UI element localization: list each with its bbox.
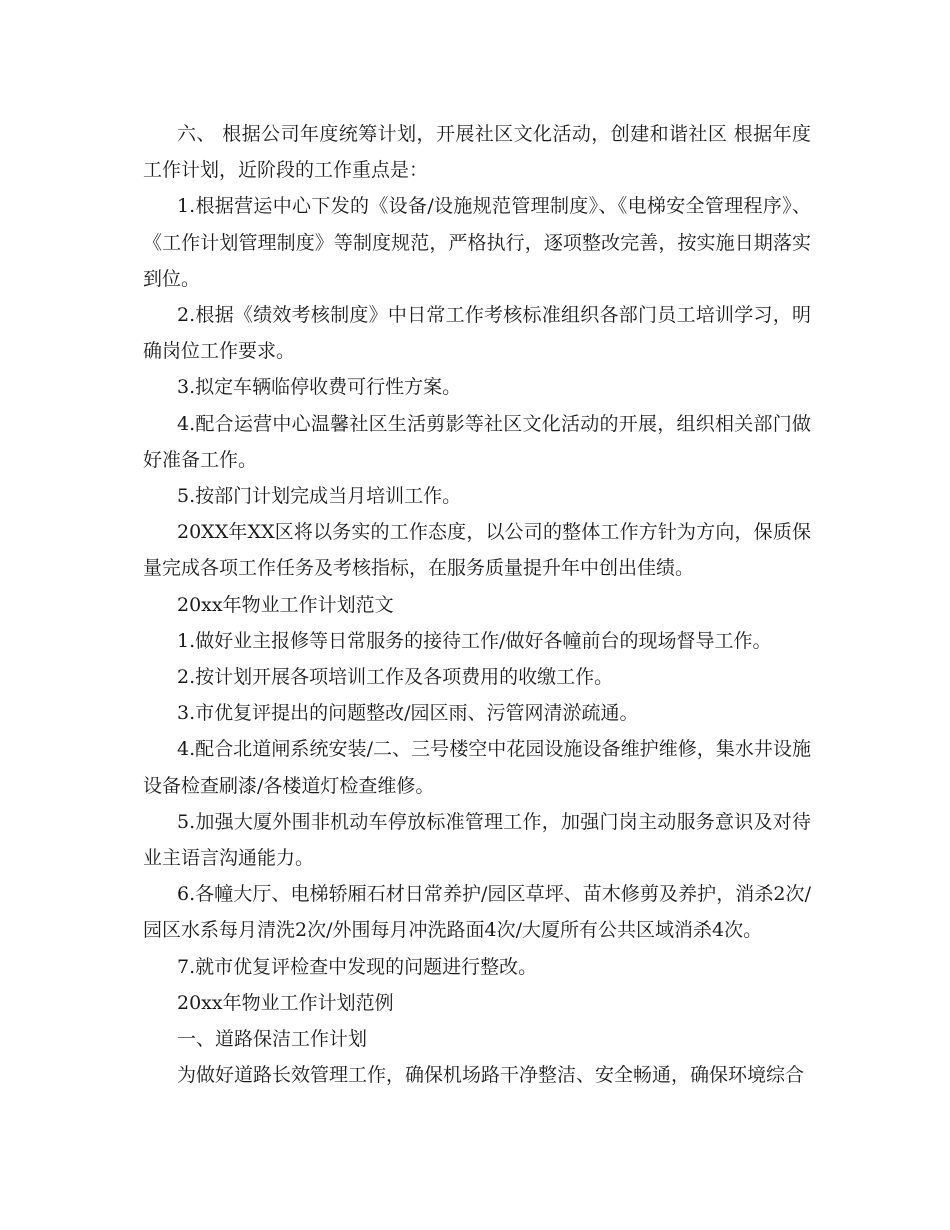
paragraph-sample-item-2: 2.按计划开展各项培训工作及各项费用的收缴工作。 [177,666,614,689]
paragraph-sample-item-6: 6.各幢大厅、电梯轿厢石材日常养护/园区草坪、苗木修剪及养护，消杀2次/园区水系每月清洗2次/外围每月冲洗路面4次/大厦所有公共区域消杀4次。 [143,883,811,942]
document-body [143,116,811,1093]
heading-plan-sample: 20xx年物业工作计划范文 [177,593,394,616]
paragraph-sample-item-1: 1.做好业主报修等日常服务的接待工作/做好各幢前台的现场督导工作。 [177,629,772,652]
paragraph-sample-item-7: 7.就市优复评检查中发现的问题进行整改。 [177,955,538,978]
paragraph-summary: 20XX年XX区将以务实的工作态度，以公司的整体工作方针为方向，保质保量完成各项工作任务及考核指标，在服务质量提升年中创出佳绩。 [143,521,811,580]
paragraph-item-3: 3.拟定车辆临停收费可行性方案。 [177,376,462,399]
paragraph-item-1: 1.根据营运中心下发的《设备/设施规范管理制度》、《电梯安全管理程序》、《工作计划管理制度》等制度规范，严格执行，逐项整改完善，按实施日期落实到位。 [143,195,811,290]
paragraph-section-six: 六、 根据公司年度统筹计划，开展社区文化活动，创建和谐社区 根据年度工作计划，近阶段的工作重点是： [143,123,811,182]
paragraph-road-cleaning: 为做好道路长效管理工作，确保机场路干净整洁、安全畅通，确保环境综合 [177,1064,805,1087]
paragraph-sample-item-4: 4.配合北道闸系统安装/二、三号楼空中花园设施设备维护维修，集水井设施设备检查刷漆/各楼道灯检查维修。 [143,738,811,797]
paragraph-sample-item-5: 5.加强大厦外围非机动车停放标准管理工作，加强门岗主动服务意识及对待业主语言沟通能力。 [143,810,811,870]
paragraph-item-5: 5.按部门计划完成当月培训工作。 [177,485,462,508]
paragraph-sample-item-3: 3.市优复评提出的问题整改/园区雨、污管网清淤疏通。 [177,702,639,725]
heading-plan-example: 20xx年物业工作计划范例 [177,991,394,1014]
heading-road-cleaning: 一、道路保洁工作计划 [177,1028,368,1051]
paragraph-item-2: 2.根据《绩效考核制度》中日常工作考核标准组织各部门员工培训学习，明确岗位工作要求。 [143,304,811,363]
paragraph-item-4: 4.配合运营中心温馨社区生活剪影等社区文化活动的开展，组织相关部门做好准备工作。 [143,412,811,471]
